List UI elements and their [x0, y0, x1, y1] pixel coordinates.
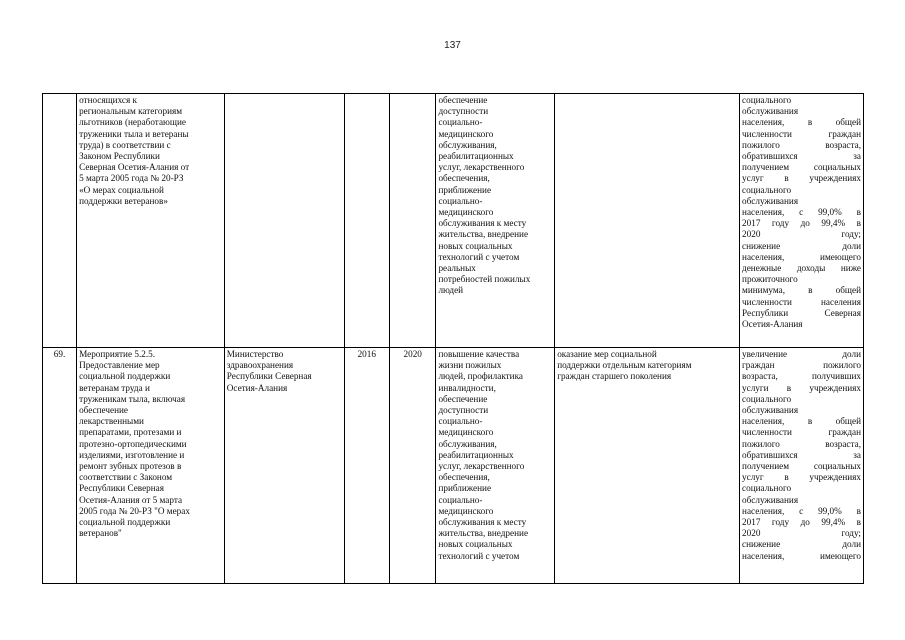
- cell-measure-name: [77, 348, 225, 584]
- text-line: Законом Республики: [79, 151, 160, 162]
- text-line: получением социальных: [742, 162, 861, 173]
- text-line: технологий с учетом: [438, 251, 520, 262]
- text-line: населения, с 99,0% в: [742, 505, 861, 516]
- page-number: 137: [444, 40, 461, 51]
- text-line: обратившихся за: [742, 151, 861, 162]
- text-line: Республики Северная: [226, 371, 312, 382]
- cell-start-year: [344, 94, 389, 348]
- text-line: труженики тыла и ветераны: [79, 128, 189, 139]
- text-line: обслуживания,: [438, 438, 497, 449]
- text-line: численности населения: [742, 296, 861, 307]
- cell-measures: [555, 94, 740, 348]
- text-line: здравоохранения: [226, 360, 294, 371]
- text-line: изделиями, изготовление и: [79, 449, 185, 460]
- text-line: ветеранам труда и: [79, 382, 150, 393]
- text-line: социально-: [438, 195, 483, 206]
- cell-indicators: [740, 94, 864, 348]
- text-line: оказание мер социальной: [557, 349, 657, 359]
- text-line: социальной поддержки: [79, 371, 171, 382]
- text-line: граждан пожилого: [742, 360, 861, 371]
- text-line: приближение: [438, 483, 492, 494]
- text-line: реальных: [438, 263, 476, 274]
- text-line: населения, с 99,0% в: [742, 207, 861, 218]
- text-line: Республики Северная: [79, 483, 164, 494]
- text-line: ветеранов": [79, 528, 122, 539]
- text-line: обслуживания: [742, 405, 799, 416]
- text-line: обслуживания: [742, 106, 799, 117]
- text-line: соответствии с Законом: [79, 472, 173, 483]
- text-line: социального: [742, 393, 792, 404]
- text-line: людей: [438, 285, 464, 296]
- text-line: обслуживания: [742, 195, 799, 206]
- text-line: возраста, получивших: [742, 371, 861, 382]
- text-line: обеспечение: [438, 95, 488, 105]
- text-line: обслуживания,: [438, 139, 497, 150]
- text-line: минимума, в общей: [742, 285, 861, 296]
- text-line: реабилитационных: [438, 151, 514, 162]
- text-line: социально-: [438, 494, 483, 505]
- text-line: ремонт зубных протезов в: [79, 461, 182, 472]
- text-line: обеспечение: [79, 405, 128, 416]
- text-line: льготников (неработающие: [79, 117, 186, 128]
- cell-executor: [224, 348, 344, 584]
- program-table: [42, 93, 864, 584]
- text-line: социально-: [438, 117, 483, 128]
- text-line: населения, в общей: [742, 117, 861, 128]
- text-line: граждан старшего поколения: [557, 371, 672, 382]
- text-line: Осетия-Алания: [226, 382, 288, 393]
- text-line: услуг, лекарственного: [438, 461, 525, 472]
- text-line: 2017 году до 99,4% в: [742, 517, 861, 528]
- text-line: поддержки ветеранов»: [79, 195, 168, 206]
- text-line: жизни пожилых: [438, 360, 502, 371]
- text-line: жительства, внедрение: [438, 229, 529, 240]
- text-line: новых социальных: [438, 539, 513, 550]
- text-line: 2020 году;: [742, 229, 861, 240]
- text-line: труда) в соответствии с: [79, 139, 171, 150]
- text-line: Осетия-Алания: [742, 319, 803, 330]
- text-line: Мероприятие 5.2.5.: [79, 349, 156, 359]
- text-line: труженикам тыла, включая: [79, 393, 186, 404]
- text-line: протезно-ортопедическими: [79, 438, 187, 449]
- cell-expected-result: [436, 348, 555, 584]
- cell-expected-result: [436, 94, 555, 348]
- text-line: обеспечения,: [438, 472, 490, 483]
- text-line: социальной поддержки: [79, 517, 171, 528]
- text-line: услуг в учреждениях: [742, 472, 861, 483]
- cell-executor: [224, 94, 344, 348]
- text-line: Предоставление мер: [79, 360, 160, 371]
- text-line: приближение: [438, 184, 492, 195]
- table-row: [43, 348, 864, 584]
- text-line: увеличение доли: [742, 349, 861, 359]
- text-line: снижение доли: [742, 539, 861, 550]
- text-line: обеспечение: [438, 393, 488, 404]
- cell-end-year: [389, 94, 435, 348]
- text-line: новых социальных: [438, 240, 513, 251]
- text-line: денежные доходы ниже: [742, 263, 861, 274]
- text-line: 2020 году;: [742, 528, 861, 539]
- text-line: 2017 году до 99,4% в: [742, 218, 861, 229]
- text-line: услуг, лекарственного: [438, 162, 525, 173]
- text-line: повышение качества: [438, 349, 520, 359]
- text-line: относящихся к: [79, 95, 137, 105]
- cell-indicators: [740, 348, 864, 584]
- text-line: Северная Осетия-Алания от: [79, 162, 190, 173]
- text-line: населения, имеющего: [742, 251, 861, 262]
- cell-start-year: 2016: [344, 348, 389, 584]
- text-line: Осетия-Алания от 5 марта: [79, 494, 183, 505]
- text-line: снижение доли: [742, 240, 861, 251]
- text-line: Республики Северная: [742, 307, 861, 318]
- text-line: социального: [742, 95, 792, 105]
- table-row: [43, 94, 864, 348]
- text-line: населения, в общей: [742, 416, 861, 427]
- text-line: прожиточного: [742, 274, 798, 285]
- text-line: медицинского: [438, 128, 494, 139]
- text-line: пожилого возраста,: [742, 139, 861, 150]
- text-line: обслуживания: [742, 494, 799, 505]
- text-line: региональным категориям: [79, 106, 183, 117]
- cell-measures: [555, 348, 740, 584]
- text-line: численности граждан: [742, 427, 861, 438]
- text-line: социально-: [438, 416, 483, 427]
- text-line: поддержки отдельным категориям: [557, 360, 692, 371]
- text-line: людей, профилактика: [438, 371, 523, 382]
- cell-number: [43, 94, 77, 348]
- text-line: реабилитационных: [438, 449, 514, 460]
- text-line: обслуживания к месту: [438, 218, 527, 229]
- text-line: медицинского: [438, 505, 494, 516]
- text-line: населения, имеющего: [742, 550, 861, 561]
- cell-end-year: 2020: [389, 348, 435, 584]
- text-line: медицинского: [438, 207, 494, 218]
- cell-number: 69.: [43, 348, 77, 584]
- text-line: «О мерах социальной: [79, 184, 164, 195]
- text-line: получением социальных: [742, 461, 861, 472]
- text-line: услуги в учреждениях: [742, 382, 861, 393]
- text-line: численности граждан: [742, 128, 861, 139]
- text-line: медицинского: [438, 427, 494, 438]
- cell-measure-name: [77, 94, 225, 348]
- text-line: 2005 года № 20-РЗ "О мерах: [79, 505, 190, 516]
- text-line: препаратами, протезами и: [79, 427, 182, 438]
- text-line: лекарственными: [79, 416, 144, 427]
- text-line: жительства, внедрение: [438, 528, 529, 539]
- text-line: технологий с учетом: [438, 550, 520, 561]
- text-line: пожилого возраста,: [742, 438, 861, 449]
- text-line: социального: [742, 184, 792, 195]
- text-line: потребностей пожилых: [438, 274, 531, 285]
- text-line: услуг в учреждениях: [742, 173, 861, 184]
- text-line: доступности: [438, 405, 489, 416]
- text-line: инвалидности,: [438, 382, 496, 393]
- text-line: доступности: [438, 106, 489, 117]
- text-line: Министерство: [226, 349, 284, 359]
- text-line: 5 марта 2005 года № 20-РЗ: [79, 173, 184, 184]
- text-line: социального: [742, 483, 792, 494]
- text-line: обратившихся за: [742, 449, 861, 460]
- text-line: обеспечения,: [438, 173, 490, 184]
- text-line: обслуживания к месту: [438, 517, 527, 528]
